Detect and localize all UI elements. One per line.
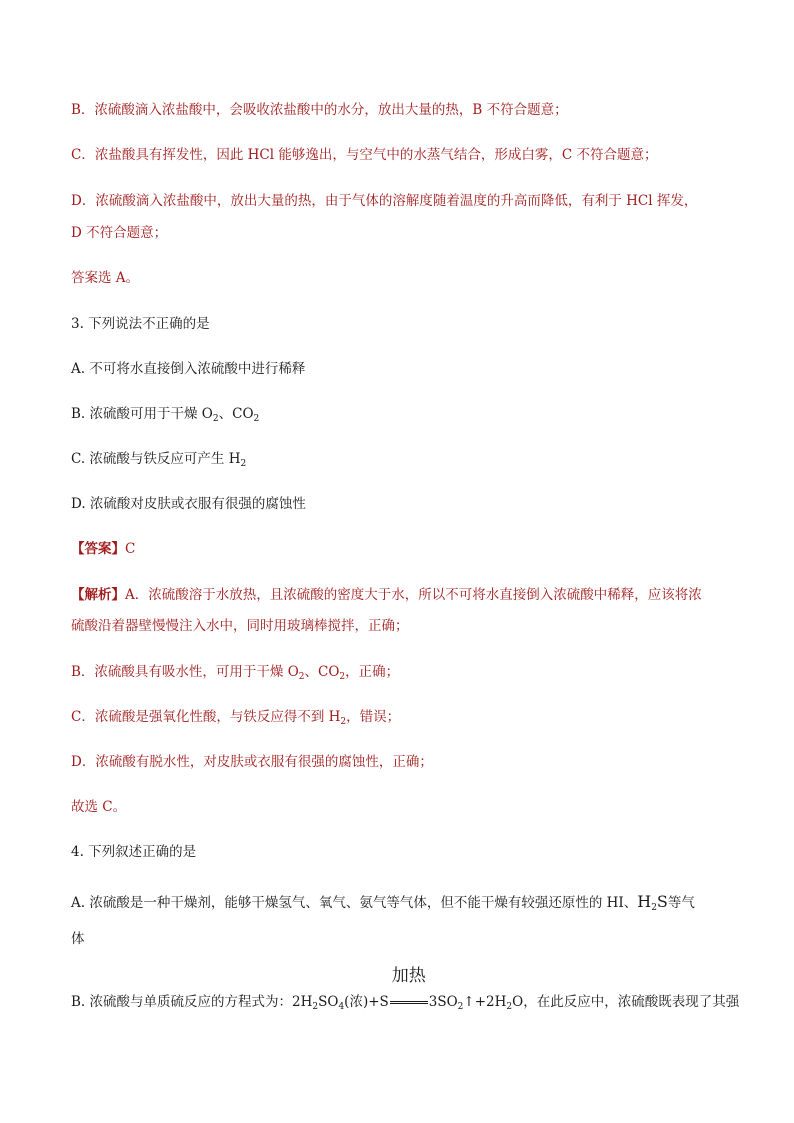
prev-analysis-b: B．浓硫酸滴入浓盐酸中，会吸收浓盐酸中的水分，放出大量的热，B 不符合题意； — [71, 102, 568, 118]
prev-analysis-d-line1: D．浓硫酸滴入浓盐酸中，放出大量的热，由于气体的溶解度随着温度的升高而降低，有利于 HCl 挥发， — [71, 193, 698, 209]
q3-analysis-c: C．浓硫酸是强氧化性酸，与铁反应得不到 $H_2$，错误； — [71, 709, 401, 727]
reaction-condition: 加热 — [389, 993, 429, 1011]
q4-option-a-line1: A. 浓硫酸是一种干燥剂，能够干燥氢气、氧气、氨气等气体，但不能干燥有较强还原性的 HI、$H_2S$等气 — [71, 892, 695, 913]
q3-analysis-a-line1: 【解析】A．浓硫酸溶于水放热，且浓硫酸的密度大于水，所以不可将水直接倒入浓硫酸中稀释，应该将浓 — [71, 587, 702, 603]
q3-option-c: C. 浓硫酸与铁反应可产生 $H_2$ — [71, 451, 247, 469]
q3-answer — [71, 540, 135, 558]
q3-option-b: B. 浓硫酸可用于干燥 $O_2$、$CO_2$ — [71, 406, 260, 424]
q3-analysis-a-line2: 硫酸沿着器壁慢慢注入水中，同时用玻璃棒搅拌，正确； — [71, 618, 409, 634]
prev-analysis-d-line2: D 不符合题意； — [71, 225, 168, 241]
h2s-formula: $H_2S$ — [637, 892, 668, 913]
prev-answer: 答案选 A。 — [71, 270, 140, 286]
prev-analysis-c: C．浓盐酸具有挥发性，因此 HCl 能够逸出，与空气中的水蒸气结合，形成白雾，C 不符合题意； — [71, 147, 658, 163]
answer-value: C — [125, 541, 136, 557]
q3-stem: 3. 下列说法不正确的是 — [71, 316, 210, 332]
q3-option-d: D. 浓硫酸对皮肤或衣服有很强的腐蚀性 — [71, 496, 306, 512]
q3-analysis-d: D．浓硫酸有脱水性，对皮肤或衣服有很强的腐蚀性，正确； — [71, 754, 433, 770]
answer-label: 【答案】 — [71, 541, 125, 557]
q3-conclusion: 故选 C。 — [71, 799, 127, 815]
q4-stem: 4. 下列叙述正确的是 — [71, 844, 197, 860]
q3-analysis-b: B．浓硫酸具有吸水性，可用于干燥 $O_2$、$CO_2$，正确； — [71, 664, 400, 682]
q3-option-a: A. 不可将水直接倒入浓硫酸中进行稀释 — [71, 361, 306, 377]
q4-option-a-line2: 体 — [71, 931, 85, 947]
analysis-label: 【解析】 — [71, 587, 125, 603]
q4-option-b: B. 浓硫酸与单质硫反应的方程式为：$2H_2SO_4$(浓)+S 加热 $3SO_2↑+2H_2O$，在此反应中，浓硫酸既表现了其强 — [71, 966, 740, 1012]
double-bar-equals — [390, 999, 428, 1006]
